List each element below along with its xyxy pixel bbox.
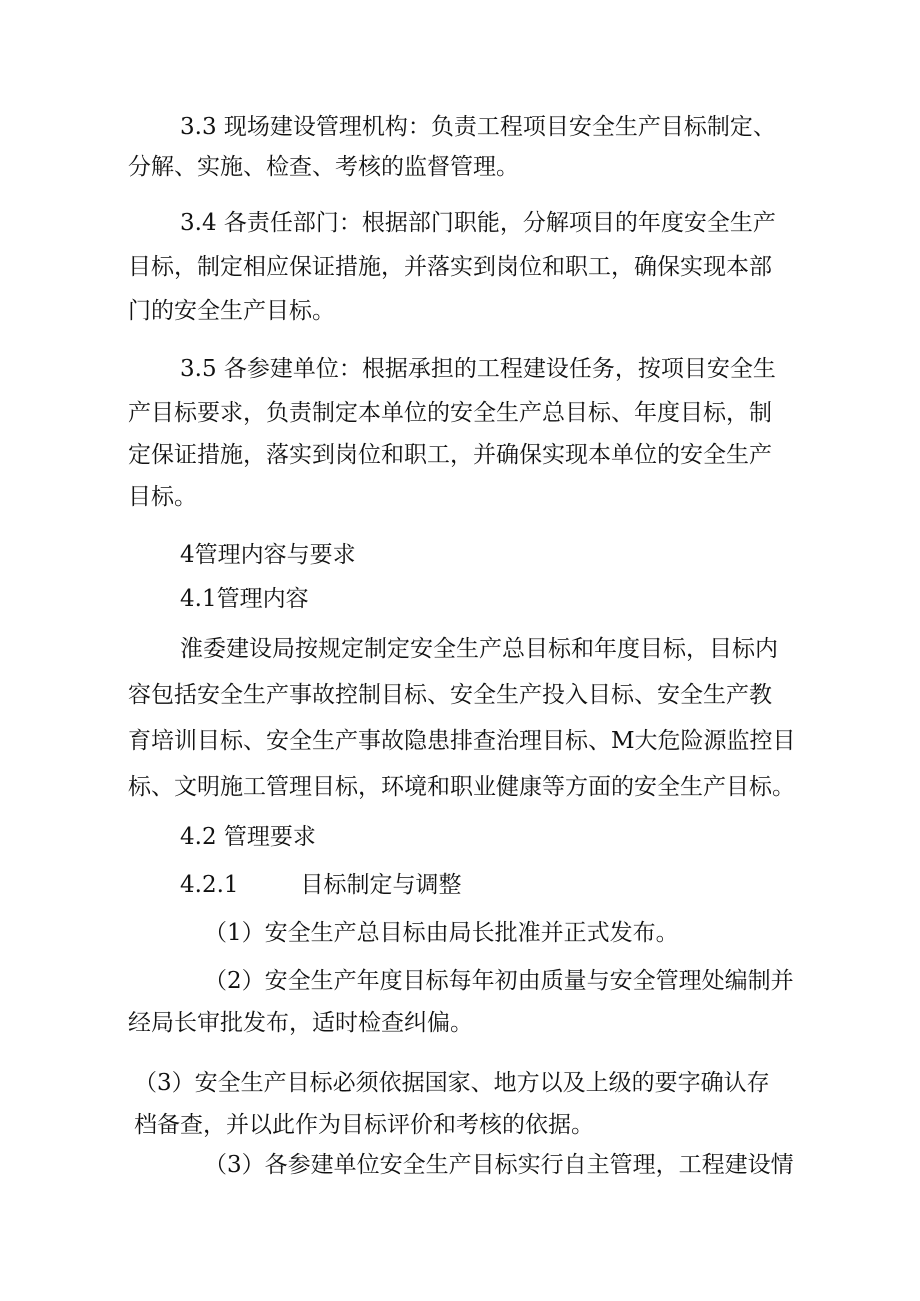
paragraph-3-3-line-2: 分解、实施、检查、考核的监督管理。 — [128, 154, 519, 180]
section-4-2-heading: 4.2 管理要求 — [180, 824, 316, 850]
paragraph-3-4-line-2: 目标，制定相应保证措施，并落实到岗位和职工，确保实现本部 — [128, 254, 772, 280]
item-1: （1）安全生产总目标由局长批准并正式发布。 — [204, 920, 679, 946]
paragraph-4-1-line-2: 容包括安全生产事故控制目标、安全生产投入目标、安全生产教 — [128, 682, 772, 708]
section-4-2-1-title: 目标制定与调整 — [300, 872, 462, 898]
paragraph-3-5-line-1: 3.5 各参建单位：根据承担的工程建设任务，按项目安全生 — [180, 356, 776, 382]
paragraph-4-1-line-4: 标、文明施工管理目标，环境和职业健康等方面的安全生产目标。 — [128, 774, 795, 800]
paragraph-3-4-line-3: 门的安全生产目标。 — [128, 298, 335, 324]
paragraph-3-5-line-4: 目标。 — [128, 484, 197, 510]
item-2-line-2: 经局长审批发布，适时检查纠偏。 — [128, 1010, 473, 1036]
paragraph-4-1-line-1: 淮委建设局按规定制定安全生产总目标和年度目标，目标内 — [180, 636, 778, 662]
item-3b-line-1: （3）各参建单位安全生产目标实行自主管理，工程建设情 — [204, 1152, 794, 1178]
paragraph-3-3-line-1: 3.3 现场建设管理机构：负责工程项目安全生产目标制定、 — [180, 114, 776, 140]
section-4-2-1-heading — [180, 870, 462, 900]
paragraph-3-5-line-3: 定保证措施，落实到岗位和职工，并确保实现本单位的安全生产 — [128, 442, 772, 468]
paragraph-3-4-line-1: 3.4 各责任部门：根据部门职能，分解项目的年度安全生产 — [180, 210, 776, 236]
paragraph-4-1-line-3: 育培训目标、安全生产事故隐患排查治理目标、M大危险源监控目 — [128, 728, 796, 754]
item-3a-line-2: 档备查，并以此作为目标评价和考核的依据。 — [134, 1112, 594, 1138]
item-2-line-1: （2）安全生产年度目标每年初由质量与安全管理处编制并 — [204, 968, 794, 994]
section-4-1-heading: 4.1管理内容 — [180, 586, 309, 612]
item-3a-line-1: （3）安全生产目标必须依据国家、地方以及上级的要字确认存 — [134, 1070, 770, 1096]
section-4-heading: 4管理内容与要求 — [180, 542, 356, 568]
paragraph-3-5-line-2: 产目标要求，负责制定本单位的安全生产总目标、年度目标，制 — [128, 400, 772, 426]
section-4-2-1-number: 4.2.1 — [180, 872, 239, 898]
